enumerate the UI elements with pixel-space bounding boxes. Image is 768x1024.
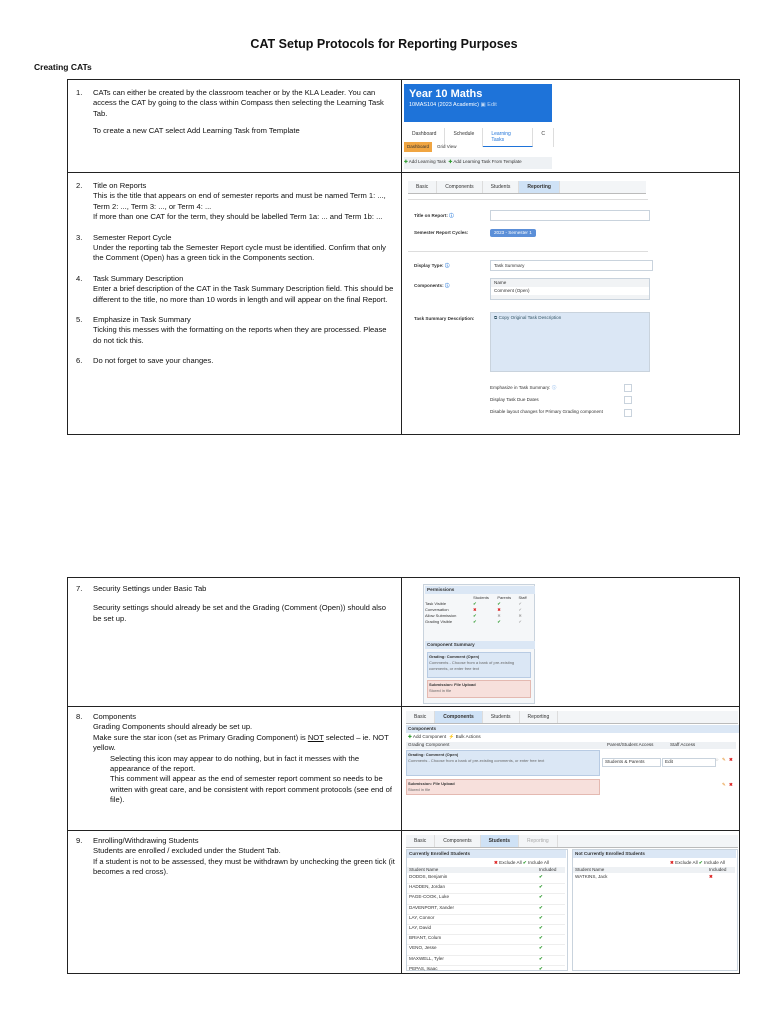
- info-icon: ⓘ: [449, 213, 454, 218]
- task-summary-textarea[interactable]: [490, 312, 650, 372]
- table-creating-cats: [67, 79, 740, 435]
- screenshot-permissions: [402, 578, 740, 707]
- tab-basic[interactable]: Basic: [408, 181, 437, 193]
- access-select[interactable]: Students & Parents: [602, 758, 661, 767]
- add-icon: ✚: [408, 734, 412, 739]
- include-icon: ✔: [522, 860, 527, 865]
- component-comment-open: Comment (Open): [491, 287, 649, 295]
- table-settings: [67, 577, 740, 974]
- grading-component-card: Grading: Comment (Open) Comments - Choose from a bank of pre-existing comments, or enter free text: [427, 652, 531, 678]
- exclude-icon: ✖: [494, 860, 498, 865]
- display-type-label: Display Type:: [414, 263, 444, 268]
- emphasize-label: Emphasize in Task Summary:: [490, 385, 551, 390]
- delete-icon[interactable]: ✖: [729, 782, 733, 787]
- staff-access-select[interactable]: Edit: [662, 758, 716, 767]
- list-item: LAY, David ✔: [407, 925, 565, 935]
- bolt-icon: ⚡: [448, 734, 455, 739]
- enrolled-list: [407, 874, 565, 973]
- grading-component-row: Grading: Comment (Open) Comments - Choose from a bank of pre-existing comments, or enter free text: [406, 750, 600, 776]
- class-heading: Year 10 Maths: [409, 88, 483, 100]
- info-icon: ⓘ: [444, 283, 450, 288]
- list-item: MAXWELL, Tyler ✔: [407, 956, 565, 966]
- screenshot-students-tab: Basic Components Students Reporting Currently Enrolled Students Not Currently Enrolled Students ✖ Exclude All ✔ Include All ✖ Exclude All ✔ Include All Student Name Included Student Name Included DODDS, Benjamin ✔ HADDEN, Jordan ✔ PAGE-COOK, Luke ✔ DAVENPORT, Xander ✔ LAY, Connor ✔ LAY, David ✔ BRIANT, Colum ✔ VENO, Jesse ✔ MAXWELL, Tyler ✔ PEPAS, Isaac ✔ WATKINS, Jack ✖: [402, 831, 740, 974]
- components-label: Components:: [414, 283, 444, 288]
- exclude-all-button[interactable]: Exclude All: [499, 860, 522, 865]
- enrolled-heading: Currently Enrolled Students: [407, 850, 566, 858]
- section-heading: Creating CATs: [34, 62, 92, 72]
- add-template-icon: ✚: [448, 159, 453, 164]
- list-item: DAVENPORT, Xander ✔: [407, 905, 565, 915]
- screenshot-reporting-tab: Basic Components Students Reporting Title on Report: ⓘ Semester Report Cycles: 2023 - Semester 1 Display Type: ⓘ Task Summary Components: ⓘ Name Comment (Open) Task Summary Description: ⧉ Copy Original Task Description Emphasize in Task Summary: ⓘ Display Task Due Dates Disable layout changes for Primary Grading component: [402, 173, 740, 435]
- add-icon: ✚: [404, 159, 408, 164]
- permissions-table: Students Parents Staff Task Visible ✔ ✔ ✔ Conversation ✖ ✖ ✔ Allow Submission ✔ ✖ ✖ Grading Visible ✔ ✔ ✔: [425, 595, 527, 624]
- submission-component-row: Submission: File Upload Stored in file: [406, 779, 600, 795]
- list-item: DODDS, Benjamin ✔: [407, 874, 565, 884]
- add-from-template-button[interactable]: Add Learning Task From Template: [453, 159, 522, 164]
- sub-tab-dashboard[interactable]: Dashboard: [404, 142, 432, 152]
- title-on-report-label: Title on Report:: [414, 213, 448, 218]
- list-item: BRIANT, Colum ✔: [407, 935, 565, 945]
- copy-icon: ⧉: [494, 315, 498, 320]
- info-icon: ⓘ: [444, 263, 450, 268]
- semester-cycle-tag[interactable]: 2023 - Semester 1: [490, 229, 536, 237]
- add-component-button[interactable]: Add Component: [412, 734, 447, 739]
- steps-2-6-cell: 2. Title on Reports This is the title that appears on end of semester reports and must be named Term 1: ..., Term 2: ..., Term 3: ..., or Term 4: ... If more than one CAT for the term, they should be labelled Term 1a: ... and Term 1b: ... 3. Semester Report Cycle Under the reporting tab the Semester Report cycle must be identified. Confirm that only the Comment (Open) has a green tick in the Components section. 4. Task Summary Description Enter a brief description of the CAT in the Task Summary Description field. This should be different to the title, no more than 10 words in length and will appear on the final Report. 5. Emphasize in Task Summary Ticking this messes with the formatting on the reports when they are processed. Please do not tick this. 6. Do not forget to save your changes.: [68, 173, 402, 435]
- document-title: CAT Setup Protocols for Reporting Purposes: [250, 37, 518, 51]
- tab-students[interactable]: Students: [483, 181, 520, 193]
- emphasize-checkbox[interactable]: [624, 384, 632, 392]
- screenshot-components: Basic Components Students Reporting Components ✚ Add Component ⚡ Bulk Actions Grading Component Parent/Student Access Staff Access Grading: Comment (Open) Comments - Choose from a bank of pre-existing comments, or enter free text Students & Parents Edit ☆ ✎ ✖ Submission: File Upload Stored in file ✎ ✖: [402, 707, 740, 831]
- tab-reporting[interactable]: Reporting: [519, 181, 560, 193]
- tab-components[interactable]: Components: [437, 181, 482, 193]
- list-item: HADDEN, Jordan ✔: [407, 884, 565, 894]
- display-due-dates-label: Display Task Due Dates: [490, 397, 539, 402]
- star-icon[interactable]: ☆: [715, 757, 720, 762]
- step-1-cell: 1. CATs can either be created by the classroom teacher or by the KLA Leader. You can access the CAT by going to the class within Compass then selecting the Learning Task Tab. To create a new CAT select Add Learning Task from Template: [68, 80, 402, 173]
- info-icon: ⓘ: [551, 385, 557, 390]
- add-learning-task-button[interactable]: Add Learning Task: [408, 159, 446, 164]
- delete-icon[interactable]: ✖: [729, 757, 733, 762]
- disable-layout-checkbox[interactable]: [624, 409, 632, 417]
- list-item: PEPAS, Isaac ✔: [407, 966, 565, 973]
- bulk-actions-button[interactable]: Bulk Actions: [455, 734, 481, 739]
- step-8-cell: 8. Components Grading Components should already be set up. Make sure the star icon (set as Primary Grading Component) is NOT selected – ie. NOT yellow. Selecting this icon may appear to do nothing, but in fact it messes with the appearance of the report. This comment will appear as the end of semester report comment so needs to be written with great care, and be consistent with report comment protocols (see end of file).: [68, 707, 402, 831]
- edit-icon: ▣: [480, 102, 486, 108]
- display-type-select[interactable]: Task Summary: [490, 260, 653, 271]
- not-enrolled-list: [573, 874, 735, 883]
- not-enrolled-heading: Not Currently Enrolled Students: [573, 850, 736, 858]
- title-on-report-input[interactable]: [490, 210, 650, 221]
- tab-learning-tasks[interactable]: Learning Tasks: [483, 128, 533, 147]
- submission-component-card: Submission: File Upload Stored in file: [427, 680, 531, 698]
- screenshot-learning-tasks: Year 10 Maths 10MAS104 (2023 Academic) ▣ Edit Dashboard Schedule Learning Tasks C Dashboard Grid View ✚ Add Learning Task ✚ Add Learning Task From Template: [402, 80, 740, 173]
- disable-layout-label: Disable layout changes for Primary Grading component: [490, 409, 603, 414]
- task-summary-label: Task Summary Description:: [414, 316, 475, 321]
- component-summary-heading: Component Summary: [425, 641, 535, 649]
- step-9-cell: 9. Enrolling/Withdrawing Students Students are enrolled / excluded under the Student Tab. If a student is not to be assessed, they must be withdrawn by unchecking the green tick (it becomes a red cross).: [68, 831, 402, 974]
- edit-icon[interactable]: ✎: [722, 757, 726, 762]
- tab-dashboard[interactable]: Dashboard: [404, 128, 445, 147]
- list-item: LAY, Connor ✔: [407, 915, 565, 925]
- list-item: PAGE-COOK, Luke ✔: [407, 894, 565, 904]
- permissions-heading: Permissions: [425, 586, 535, 594]
- step-7-cell: 7. Security Settings under Basic Tab Security settings should already be set and the Grading (Comment (Open)) should also be set up.: [68, 578, 402, 707]
- tab-schedule[interactable]: Schedule: [445, 128, 483, 147]
- sub-tab-grid-view[interactable]: Grid View: [437, 144, 457, 149]
- list-item: WATKINS, Jack ✖: [575, 874, 713, 879]
- edit-icon[interactable]: ✎: [722, 782, 726, 787]
- semester-cycle-label: Semester Report Cycles:: [414, 230, 469, 235]
- due-dates-checkbox[interactable]: [624, 396, 632, 404]
- include-all-button[interactable]: Include All: [528, 860, 549, 865]
- list-item: VENO, Jesse ✔: [407, 945, 565, 955]
- copy-description-button[interactable]: Copy Original Task Description: [498, 315, 562, 320]
- components-heading: Components: [406, 725, 739, 733]
